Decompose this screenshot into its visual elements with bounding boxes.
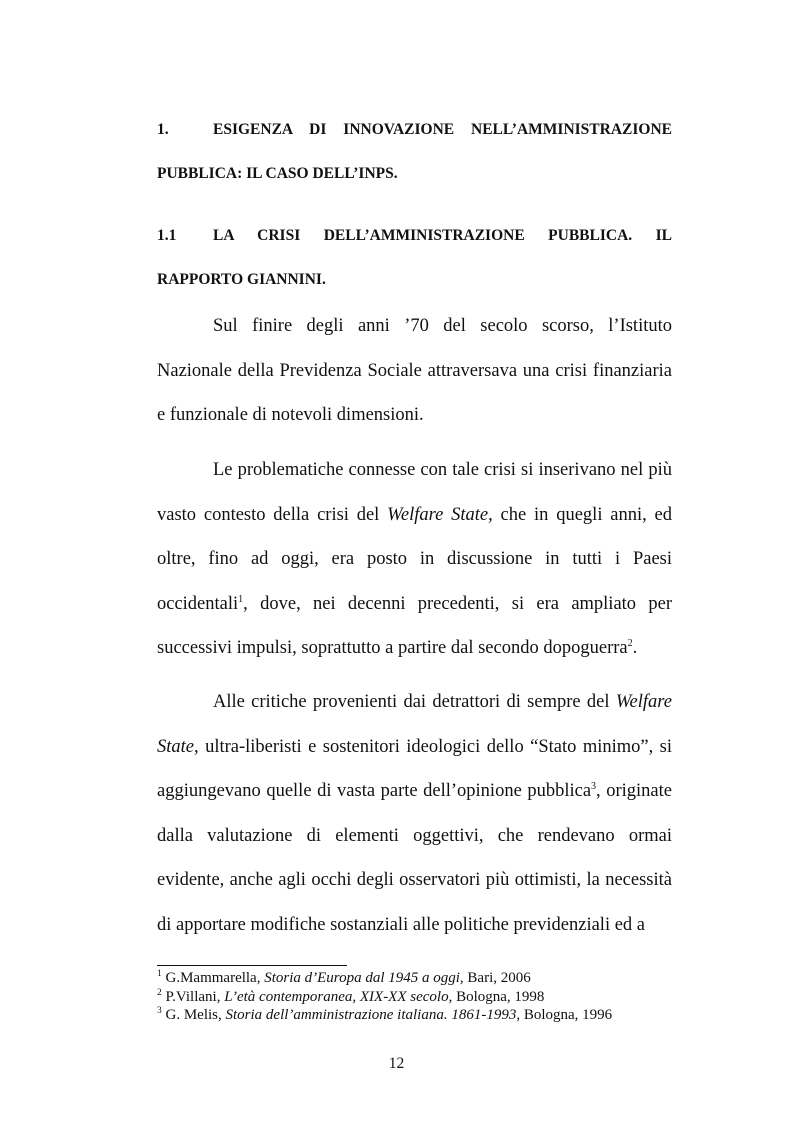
paragraph-2-text-c: , dove, nei decenni precedenti, si era ampliato per successivi impulsi, soprattutto a partire dal secondo dopoguerra [157, 593, 672, 658]
paragraph-3-text-b: ultra-liberisti e sostenitori ideologici dello “Stato minimo”, si aggiungevano quelle di vasta parte dell’opinione pubblica [157, 736, 672, 801]
paragraph-3-text-c: , originate dalla valutazione di elementi oggettivi, che rendevano ormai evidente, anche agli occhi degli osservatori più ottimisti, la necessità di apportare modifiche sostanziali alle politiche previdenziali ed a [157, 781, 672, 935]
footnotes [157, 969, 697, 1025]
paragraph-2-text-d: . [632, 638, 638, 658]
page-number: 12 [388, 1055, 405, 1072]
footnote-author: P.Villani, [161, 988, 225, 1005]
footnote-ref-1[interactable]: 1 [238, 593, 244, 605]
footnote-publication: Bologna, 1998 [452, 988, 545, 1005]
section-heading [157, 214, 672, 302]
footnote-title: Storia d’Europa dal 1945 a oggi, [264, 970, 464, 986]
paragraph-3-emphasis: Welfare State, [157, 692, 672, 757]
footnote-ref-3[interactable]: 3 [591, 780, 597, 792]
paragraph-2-text-b: che in quegli anni, ed oltre, fino ad oggi, era posto in discussione in tutti i Paesi occidentali [157, 504, 673, 614]
paragraph-2-text-a: Le problematiche connesse con tale crisi si inserivano nel più vasto contesto della crisi del [157, 460, 672, 525]
footnote-mark: 1 [157, 969, 162, 979]
footnote-ref-2[interactable]: 2 [627, 637, 633, 649]
chapter-heading [157, 108, 672, 196]
paragraph-3-text-a: Alle critiche provenienti dai detrattori di sempre del [213, 692, 616, 712]
paragraph-3 [157, 680, 672, 947]
footnote-author: G.Mammarella, [161, 970, 265, 986]
paragraph-2-emphasis: Welfare State, [387, 504, 493, 525]
section-number: 1.1 [157, 227, 177, 244]
footnote-title: Storia dell’amministrazione italiana. 1861-1993 [225, 1007, 517, 1023]
paragraph-1: Sul finire degli anni ’70 del secolo scorso, l’Istituto Nazionale della Previdenza Sociale attraversava una crisi finanziaria e funzionale di notevoli dimensioni. [157, 316, 672, 425]
footnote-mark: 3 [157, 1006, 162, 1016]
footnote-3 [157, 1006, 697, 1025]
footnote-publication: Bari, 2006 [463, 970, 531, 986]
section-title: LA CRISI DELL’AMMINISTRAZIONE PUBBLICA. IL RAPPORTO GIANNINI. [157, 227, 672, 288]
footnote-title: L’età contemporanea, XIX-XX secolo, [224, 988, 453, 1005]
paragraph-2 [157, 448, 672, 671]
footnote-separator [157, 965, 347, 966]
chapter-number: 1. [157, 121, 169, 138]
footnote-2 [157, 988, 697, 1007]
footnote-publication: , Bologna, 1996 [516, 1007, 613, 1023]
footnote-1 [157, 969, 697, 988]
footnote-author: G. Melis, [161, 1007, 226, 1023]
chapter-title: ESIGENZA DI INNOVAZIONE NELL’AMMINISTRAZIONE PUBBLICA: IL CASO DELL’INPS. [157, 121, 672, 182]
footnote-mark: 2 [157, 987, 162, 998]
